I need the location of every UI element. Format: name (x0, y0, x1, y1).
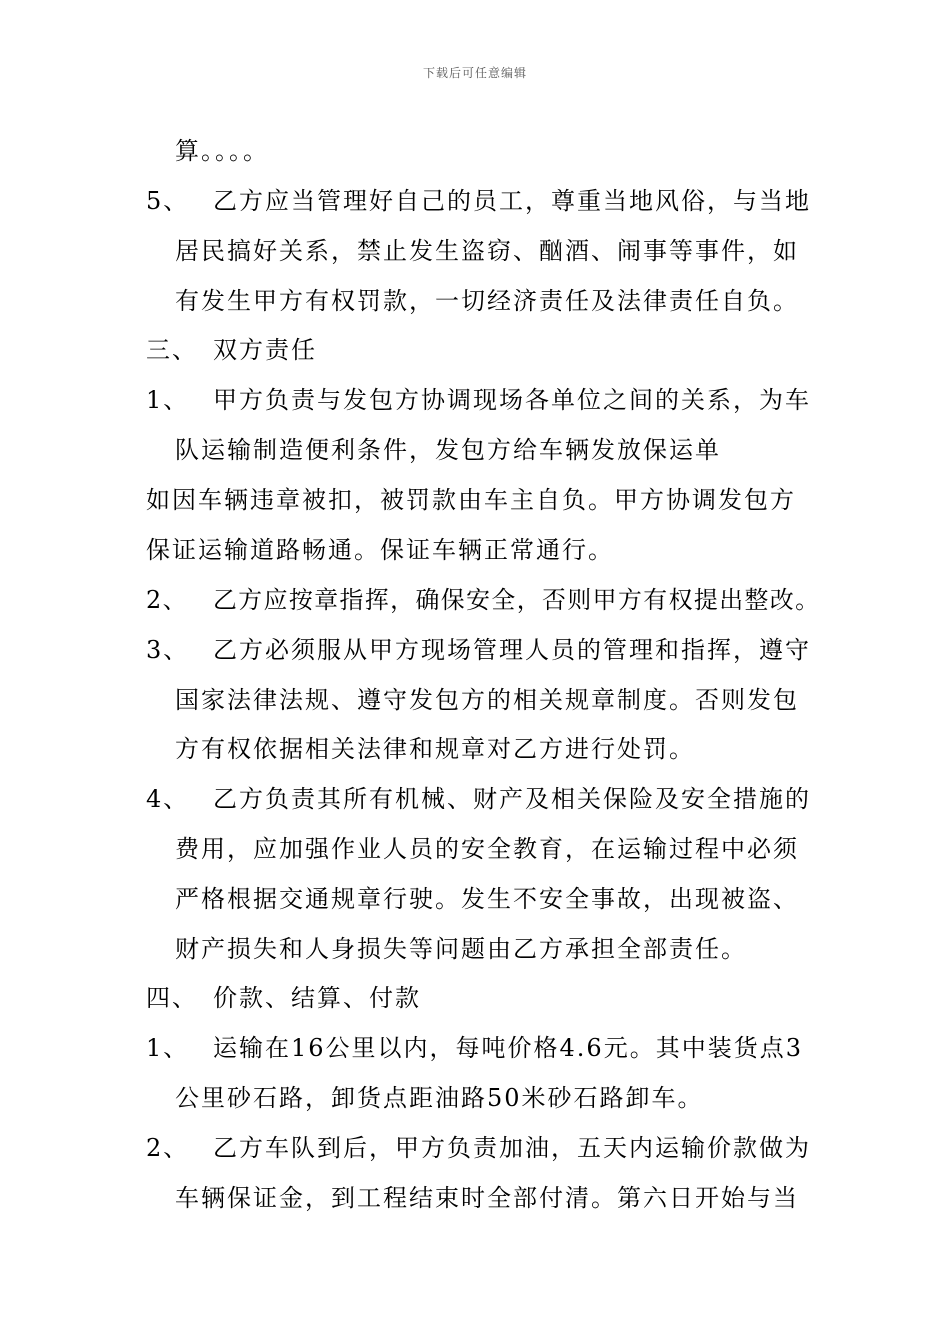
line-text: 国家法律法规、遵守发包方的相关规章制度。否则发包 (175, 686, 799, 714)
text-line (175, 136, 269, 166)
section-title: 双方责任 (213, 336, 317, 364)
line-text: 费用，应加强作业人员的安全教育，在运输过程中必须 (175, 835, 799, 863)
section-number: 三、 (146, 336, 198, 364)
text-line (146, 485, 796, 515)
line-text: 严格根据交通规章行驶。发生不安全事故，出现被盗、 (175, 885, 799, 913)
header-note: 下载后可任意编辑 (422, 66, 527, 80)
section-heading (146, 983, 421, 1013)
section-number: 四、 (146, 984, 198, 1012)
text-line (175, 286, 799, 316)
text-line (175, 1183, 799, 1213)
line-text: 乙方车队到后，甲方负责加油，五天内运输价款做为 (213, 1134, 811, 1162)
line-text: 乙方负责其所有机械、财产及相关保险及安全措施的 (213, 785, 811, 813)
text-line (175, 834, 799, 864)
line-text: 算。。。。 (175, 137, 269, 165)
line-text: 乙方必须服从甲方现场管理人员的管理和指挥，遵守 (213, 636, 811, 664)
list-item (146, 585, 820, 615)
line-text: 有发生甲方有权罚款，一切经济责任及法律责任自负。 (175, 287, 799, 315)
list-item (146, 1133, 811, 1163)
line-text: 保证运输道路畅通。保证车辆正常通行。 (146, 536, 614, 564)
line-text: 乙方应当管理好自己的员工，尊重当地风俗，与当地 (213, 187, 811, 215)
text-line (175, 435, 721, 465)
line-text: 运输在16公里以内，每吨价格4.6元。其中装货点3 (213, 1034, 803, 1062)
line-text: 如因车辆违章被扣，被罚款由车主自负。甲方协调发包方 (146, 486, 796, 514)
line-text: 居民搞好关系，禁止发生盗窃、酗酒、闹事等事件，如 (175, 237, 799, 265)
list-item (146, 385, 811, 415)
line-text: 队运输制造便利条件，发包方给车辆发放保运单 (175, 436, 721, 464)
item-number: 2、 (146, 586, 188, 614)
item-number: 4、 (146, 785, 190, 813)
text-line (175, 685, 799, 715)
list-item (146, 635, 811, 665)
line-text: 财产损失和人身损失等问题由乙方承担全部责任。 (175, 935, 747, 963)
line-text: 乙方应按章指挥，确保安全，否则甲方有权提出整改。 (213, 586, 821, 614)
list-item (146, 1033, 803, 1063)
item-number: 1、 (146, 1034, 190, 1062)
list-item (146, 186, 811, 216)
item-number: 2、 (146, 1134, 190, 1162)
line-text: 公里砂石路，卸货点距油路50米砂石路卸车。 (175, 1084, 704, 1112)
section-heading (146, 335, 317, 365)
section-title: 价款、结算、付款 (213, 984, 421, 1012)
line-text: 方有权依据相关法律和规章对乙方进行处罚。 (175, 735, 695, 763)
text-line (175, 1083, 704, 1113)
list-item (146, 784, 811, 814)
line-text: 甲方负责与发包方协调现场各单位之间的关系，为车 (213, 386, 811, 414)
item-number: 1、 (146, 386, 190, 414)
item-number: 5、 (146, 187, 190, 215)
line-text: 车辆保证金，到工程结束时全部付清。第六日开始与当 (175, 1184, 799, 1212)
text-line (175, 884, 799, 914)
text-line (175, 934, 747, 964)
text-line (175, 734, 695, 764)
text-line (146, 535, 614, 565)
text-line (175, 236, 799, 266)
item-number: 3、 (146, 636, 190, 664)
